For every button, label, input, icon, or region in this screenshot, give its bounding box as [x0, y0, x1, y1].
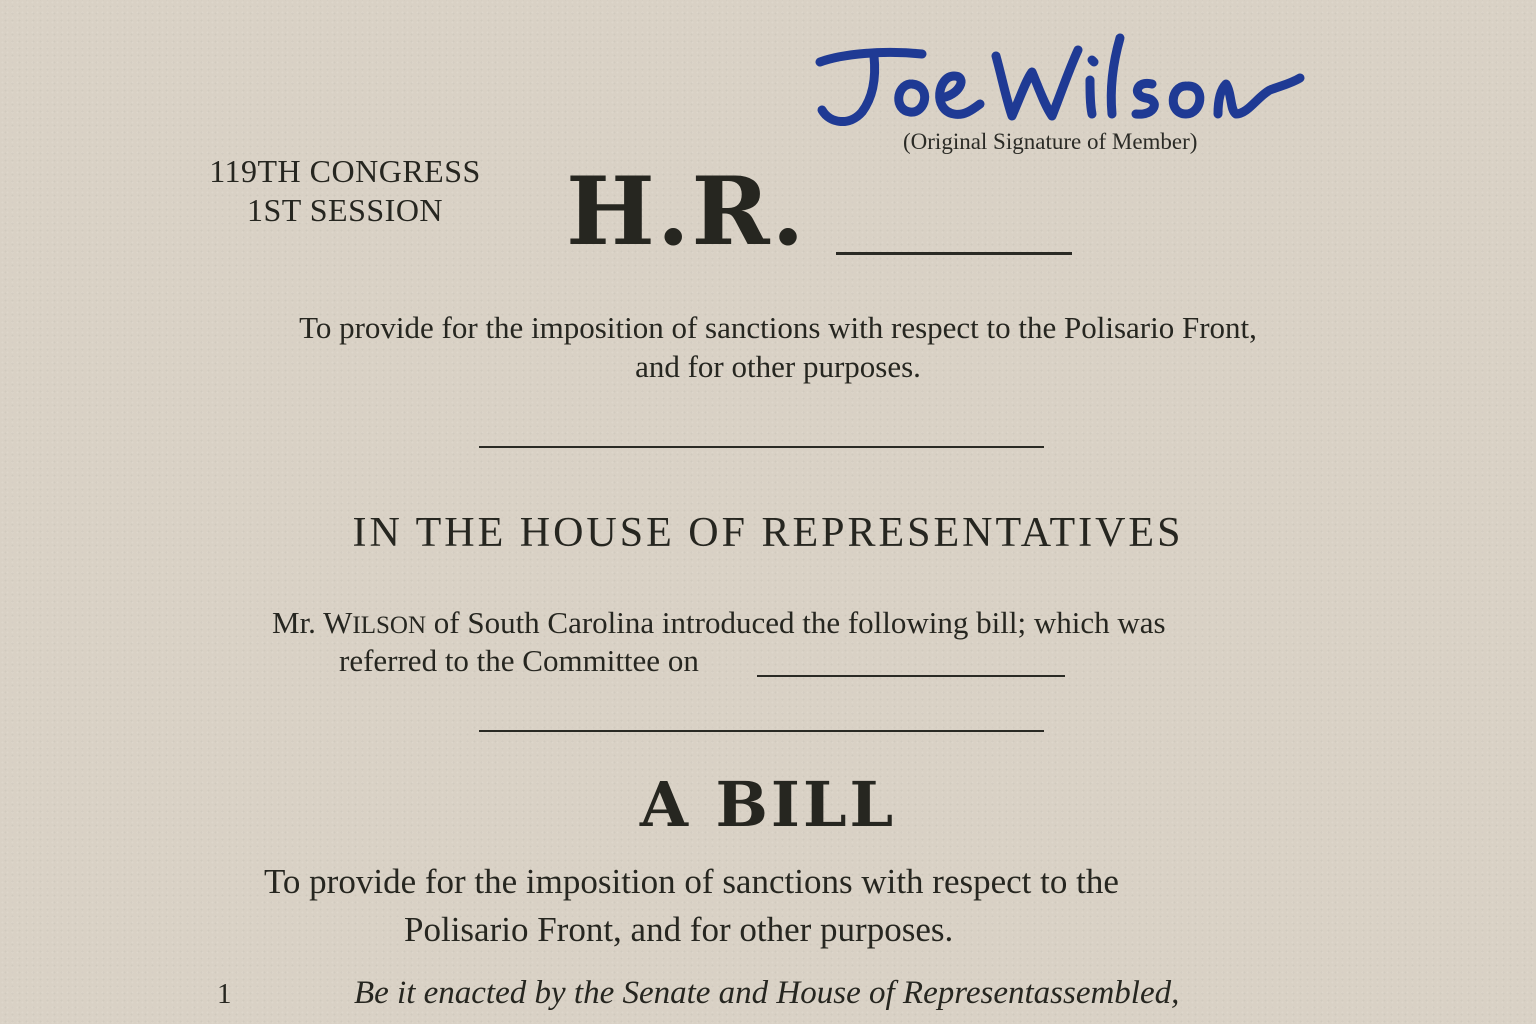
introduction-line-1	[272, 604, 1166, 645]
introduction-text: of South Carolina introduced the following bill; which was	[426, 605, 1166, 640]
member-name-smallcaps: ILSON	[352, 612, 426, 639]
short-title-line-2: and for other purposes.	[635, 349, 921, 384]
short-title-line-1: To provide for the imposition of sanctions with respect to the Polisario Front,	[299, 310, 1257, 345]
long-title-line-1: To provide for the imposition of sanctions with respect to the	[264, 862, 1119, 901]
session-label: 1ST SESSION	[246, 192, 444, 228]
bill-short-title	[200, 308, 1356, 386]
bill-heading: A BILL	[639, 768, 897, 841]
line-number: 1	[217, 978, 232, 1010]
divider-rule	[479, 730, 1044, 732]
bill-number-blank	[836, 252, 1072, 255]
signature-caption: (Original Signature of Member)	[903, 129, 1198, 154]
enacting-clause: Be it enacted by the Senate and House of Representassembled,	[354, 975, 1180, 1011]
introduction-line-2: referred to the Committee on	[339, 643, 699, 678]
congress-session-block	[190, 152, 500, 230]
bill-designation: H.R.	[566, 157, 807, 267]
committee-blank	[757, 675, 1065, 677]
long-title-line-2: Polisario Front, and for other purposes.	[404, 910, 954, 949]
chamber-heading: IN THE HOUSE OF REPRESENTATIVES	[352, 510, 1184, 556]
handwritten-signature	[812, 14, 1312, 144]
member-prefix: Mr. W	[272, 605, 353, 640]
divider-rule	[479, 446, 1044, 448]
congress-label: 119TH CONGRESS	[209, 153, 481, 189]
